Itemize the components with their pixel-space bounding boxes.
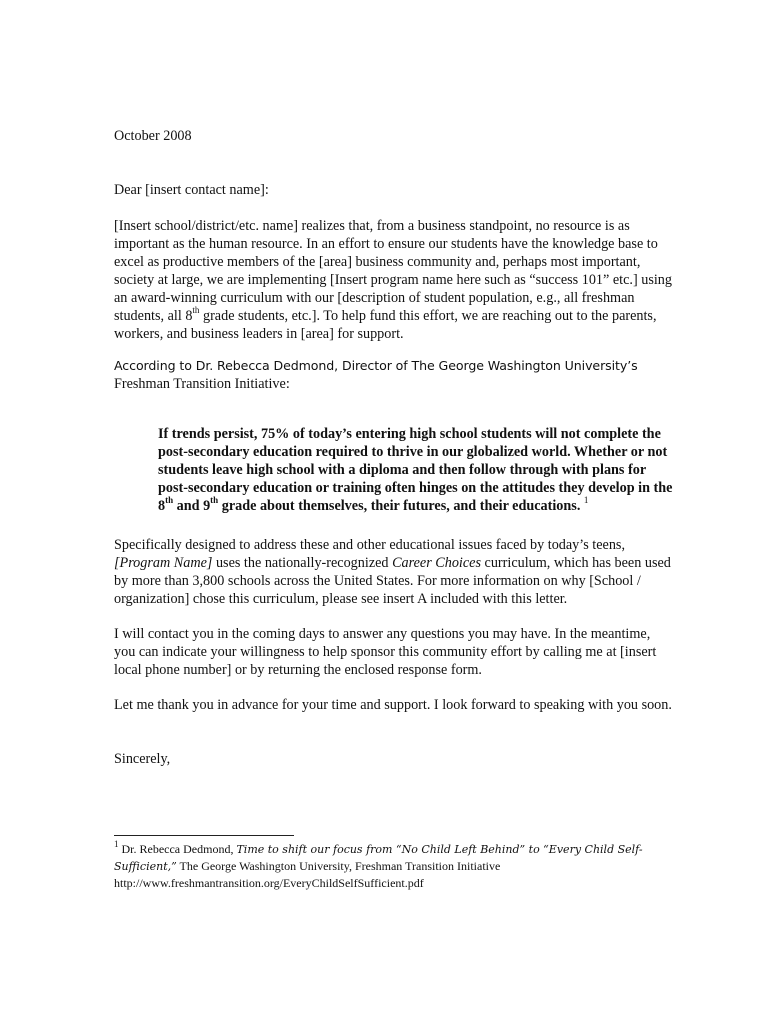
block-quote-end: grade about themselves, their futures, and their educations. [218, 498, 581, 515]
footnote-number: 1 [114, 839, 119, 849]
paragraph-curriculum-b: uses the nationally-recognized [212, 555, 393, 571]
footnote-url: http://www.freshmantransition.org/EveryChildSelfSufficient.pdf [114, 876, 424, 890]
footnote-divider [114, 835, 294, 836]
paragraph-intro-text: [Insert school/district/etc. name] realizes that, from a business standpoint, no resource is as important as the human resource. In an effort to ensure our students have the knowledge base to excel as productive members of the [area] business community and, perhaps most important, society at large, we are implementing [Insert program name here such as “success 101” etc.] using an award-winning curriculum with our [description of student population, e.g., all freshman students, all 8 [114, 218, 672, 324]
program-name: [Program Name] [114, 555, 213, 571]
paragraph-intro-end: grade students, etc.]. To help fund this effort, we are reaching out to the parents, workers, and business leaders in [area] for support. [114, 308, 657, 342]
footnote-source: The George Washington University, Freshman Transition Initiative [176, 859, 501, 873]
career-choices: Career Choices [392, 555, 481, 571]
block-quote [158, 425, 678, 515]
block-quote-text: If trends persist, 75% of today’s entering high school students will not complete the post-secondary education required to thrive in our globalized world. Whether or not students leave high school with a diploma and then follow through with plans for post-secondary education or training often hinges on the attitudes they develop in the 8 [158, 426, 673, 515]
footnote-reference: 1 [583, 495, 589, 506]
closing: Sincerely, [114, 751, 171, 767]
paragraph-thanks: Let me thank you in advance for your time and support. I look forward to speaking with you soon. [114, 697, 672, 713]
paragraph-contact: I will contact you in the coming days to answer any questions you may have. In the meantime, you can indicate your willingness to help sponsor this community effort by calling me at [insert local phone number] or by returning the enclosed response form. [114, 626, 657, 678]
superscript-th: th [192, 305, 200, 316]
footnote-author: Dr. Rebecca Dedmond, [118, 842, 237, 856]
quote-attribution-line1: According to Dr. Rebecca Dedmond, Director of The George Washington University’s [114, 358, 638, 373]
quote-attribution [114, 357, 674, 393]
superscript-th: th [165, 495, 174, 506]
letter-date: October 2008 [114, 128, 192, 144]
paragraph-curriculum-c: curriculum, which has been used by more than 3,800 schools across the United States. For more information on why [School / organization] chose this curriculum, please see insert A included with this letter. [114, 555, 671, 607]
footnote-title: Time to shift our focus from “No Child Left Behind” to “Every Child Self-Sufficient,” [114, 843, 643, 873]
paragraph-curriculum-a: Specifically designed to address these and other educational issues faced by today’s teens, [114, 537, 625, 553]
block-quote-mid: and 9 [173, 498, 211, 515]
salutation: Dear [insert contact name]: [114, 182, 269, 198]
paragraph-intro [114, 217, 674, 343]
superscript-th: th [210, 495, 219, 506]
paragraph-curriculum [114, 536, 674, 608]
footnote [114, 841, 674, 891]
quote-attribution-line2: Freshman Transition Initiative: [114, 376, 290, 392]
